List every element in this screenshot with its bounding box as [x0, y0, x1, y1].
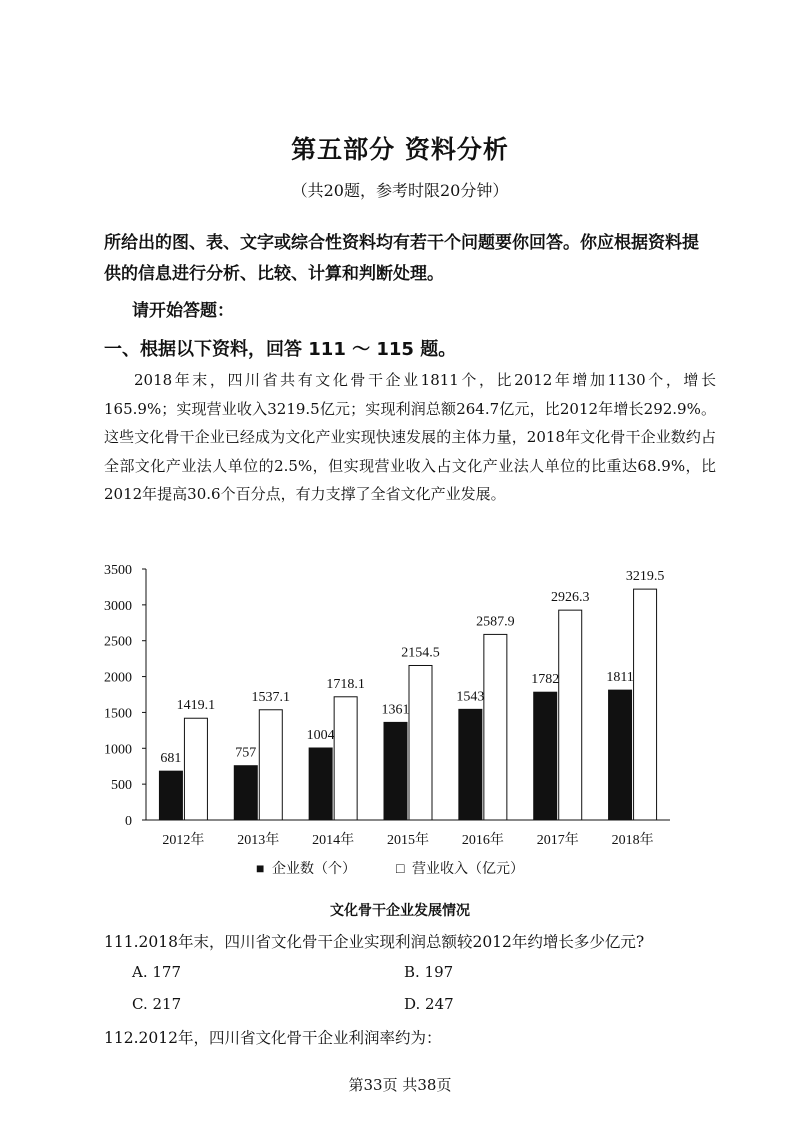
data-label-revenue: 2926.3 [550, 590, 590, 606]
page-number: 第33页 共38页 [348, 1076, 452, 1094]
question-group-heading: 一、根据以下资料，回答 111 ～ 115 题。 [104, 339, 457, 360]
y-tick-label: 3000 [104, 598, 132, 614]
legend-marker-enterprise: ■ [256, 862, 265, 877]
start-label: 请开始答题： [132, 301, 234, 321]
bar-enterprise-count [609, 690, 632, 820]
question-111-option-b: B. 197 [404, 963, 454, 981]
bar-chart [80, 560, 720, 890]
data-label-revenue: 3219.5 [625, 569, 665, 585]
bar-revenue [634, 589, 657, 820]
x-tick-label: 2015年 [387, 833, 429, 848]
instructions-text: 所给出的图、表、文字或综合性资料均有若干个问题要你回答。你应根据资料提供的信息进行分析、比较、计算和判断处理。 [104, 233, 699, 284]
bar-revenue [559, 610, 582, 820]
legend-label: 企业数（个） [272, 862, 356, 877]
bar-enterprise-count [309, 748, 332, 820]
y-tick-label: 500 [111, 778, 132, 794]
data-label-enterprise-count: 757 [235, 745, 257, 761]
data-label-revenue: 1537.1 [251, 689, 291, 705]
data-label-revenue: 2587.9 [476, 614, 515, 630]
bar-enterprise-count [384, 722, 407, 820]
y-tick-label: 2500 [104, 634, 132, 650]
bar-revenue [334, 697, 357, 820]
y-tick-label: 2000 [104, 670, 132, 686]
x-tick-label: 2017年 [536, 833, 579, 848]
bar-enterprise-count [159, 771, 182, 820]
x-tick-label: 2013年 [237, 833, 280, 848]
chart-svg [80, 560, 720, 890]
data-label-enterprise-count: 1782 [531, 672, 560, 688]
legend-marker-revenue: □ [396, 862, 405, 877]
data-label-revenue: 2154.5 [401, 645, 440, 661]
bar-enterprise-count [234, 766, 257, 820]
x-tick-label: 2018年 [611, 833, 654, 848]
x-tick-label: 2014年 [312, 833, 355, 848]
question-111-option-d: D. 247 [404, 995, 454, 1013]
bar-enterprise-count [459, 709, 482, 820]
bar-enterprise-count [534, 692, 557, 820]
question-111-stem: 111.2018年末，四川省文化骨干企业实现利润总额较2012年约增长多少亿元? [104, 933, 645, 951]
data-label-enterprise-count: 1543 [456, 689, 485, 705]
bar-revenue [259, 710, 282, 820]
bar-revenue [184, 718, 207, 820]
question-112-stem: 112.2012年，四川省文化骨干企业利润率约为： [104, 1029, 442, 1047]
y-tick-label: 1000 [104, 742, 132, 758]
material-paragraph: 2018年末，四川省共有文化骨干企业1811个，比2012年增加1130个，增长165.9%；实现营业收入3219.5亿元；实现利润总额264.7亿元，比2012年增长292.9%。这些文化骨干企业已经成为文化产业实现快速发展的主体力量，2018年文化骨干企业数约占全部文化产业法人单位的2.5%，但实现营业收入占文化产业法人单位的比重达68.9%，比2012年提高30.6个百分点，有力支撑了全省文化产业发展。 [104, 371, 716, 503]
y-tick-label: 3500 [104, 563, 132, 578]
section-subtitle: （共20题，参考时限20分钟） [291, 181, 509, 200]
x-tick-label: 2012年 [162, 833, 205, 848]
data-label-revenue: 1718.1 [326, 676, 365, 692]
question-111-option-a: A. 177 [132, 963, 181, 981]
legend-label: 营业收入（亿元） [412, 862, 524, 877]
data-label-enterprise-count: 1361 [381, 702, 410, 718]
section-title: 第五部分 资料分析 [291, 135, 509, 164]
x-tick-label: 2016年 [461, 833, 504, 848]
question-111-option-c: C. 217 [132, 995, 182, 1013]
chart-caption: 文化骨干企业发展情况 [330, 903, 470, 919]
y-tick-label: 1500 [104, 706, 132, 722]
y-tick-label: 0 [125, 814, 132, 829]
bar-revenue [484, 634, 507, 820]
data-label-enterprise-count: 1004 [306, 727, 335, 743]
data-label-enterprise-count: 1811 [606, 670, 634, 686]
data-label-enterprise-count: 681 [160, 751, 182, 767]
bar-revenue [409, 665, 432, 820]
data-label-revenue: 1419.1 [176, 698, 216, 714]
